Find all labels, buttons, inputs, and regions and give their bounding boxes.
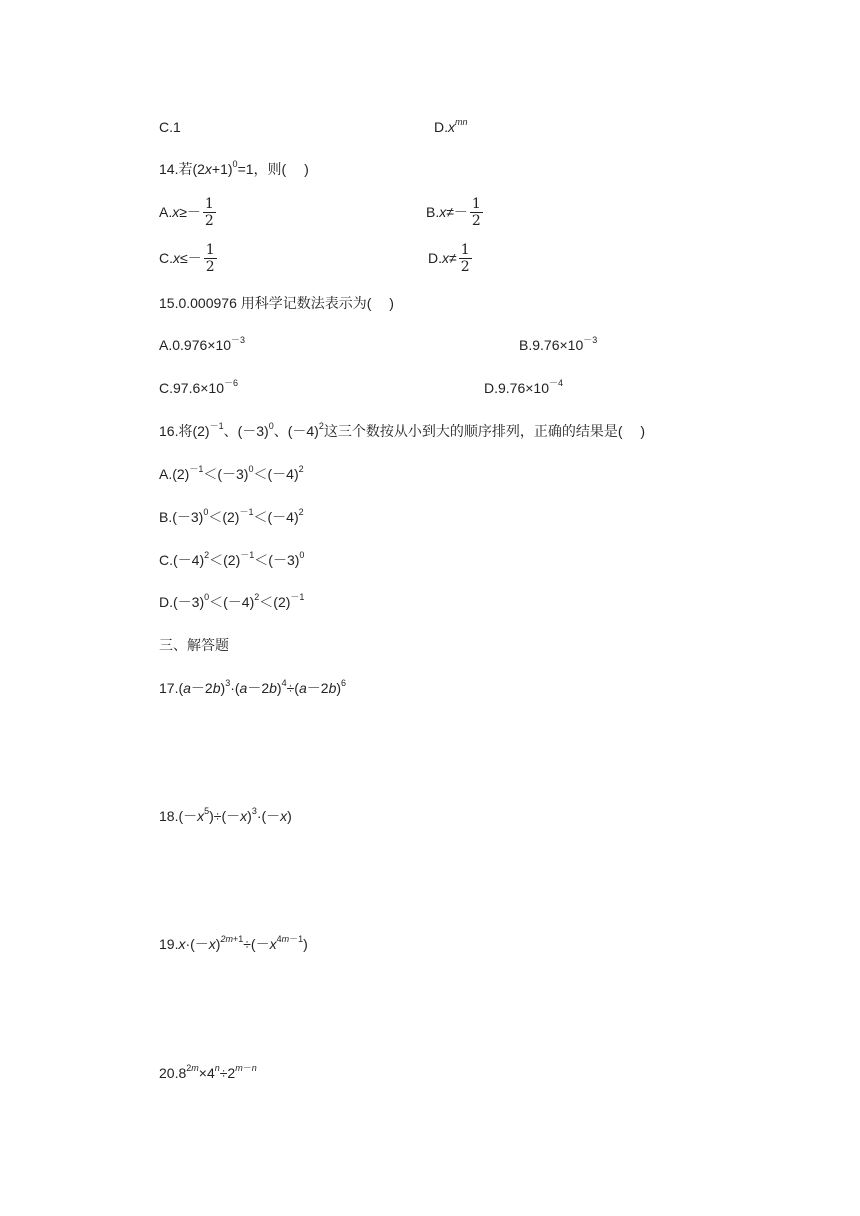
q17-part: ·( — [230, 680, 240, 696]
q19-var: x — [208, 936, 216, 952]
q14-option-d-rel: ≠ — [449, 250, 457, 266]
q20-exp2: n — [214, 1063, 220, 1074]
q20-exp1 — [186, 1063, 199, 1073]
fraction-denominator: 2 — [471, 212, 481, 229]
q16-option-d-e3: －1 — [290, 592, 305, 603]
q17-var: a — [183, 680, 191, 696]
q16-stem-4: 这三个数按从小到大的顺序排列，正确的结果是( ) — [323, 423, 646, 439]
q19-exp-rest: －1 — [289, 934, 304, 945]
q16-stem-2: 、(－3) — [223, 423, 269, 439]
q14-option-b-fraction — [470, 196, 483, 229]
q18-part: 18.(－ — [159, 808, 198, 824]
q19-part: ) — [303, 936, 308, 952]
q18-part: ) — [287, 808, 292, 824]
q19-var: x — [269, 936, 277, 952]
q19-part: ÷(－ — [243, 936, 270, 952]
q14-option-c-rel: ≤－ — [180, 250, 202, 266]
q19-exp-rest: +1 — [232, 934, 244, 945]
q14-option-b-prefix: B. — [426, 204, 440, 220]
q20-exp-var: m — [235, 1063, 243, 1074]
q15-option-b — [519, 336, 597, 354]
q14-option-d-var: x — [442, 250, 449, 266]
q15-option-d-text: D.9.76×10 — [484, 380, 549, 396]
q16-option-c — [159, 551, 304, 569]
q16-stem-exp2: 0 — [268, 421, 274, 432]
q16-option-d — [159, 593, 304, 611]
q15-option-d-exp: －4 — [549, 378, 564, 389]
q16-option-a-p3: ＜(－4) — [253, 466, 299, 482]
q16-option-a-e3: 2 — [298, 464, 304, 475]
q15-stem — [159, 294, 394, 312]
q15-option-c — [159, 379, 238, 397]
q17-part: ) — [276, 680, 282, 696]
q16-option-b-e1: 0 — [203, 507, 209, 518]
q18-part: ) — [247, 808, 252, 824]
q18-expression — [159, 807, 292, 825]
q14-option-c-var: x — [173, 250, 180, 266]
fraction-numerator: 1 — [460, 241, 470, 258]
q16-option-c-e3: 0 — [299, 550, 305, 561]
q16-option-c-p3: ＜(－3) — [254, 552, 300, 568]
q17-part: －2 — [190, 680, 213, 696]
q15-stem-text: 15.0.000976 用科学记数法表示为( ) — [159, 295, 394, 311]
fraction-numerator: 1 — [471, 195, 481, 212]
q20-exp-var: m — [191, 1063, 199, 1074]
q16-stem-exp1: －1 — [209, 421, 224, 432]
q16-option-c-p1: C.(－4) — [159, 552, 205, 568]
q14-stem-c: =1，则( ) — [237, 161, 309, 177]
q17-var: a — [298, 680, 307, 696]
q13-option-d-prefix: D. — [434, 119, 448, 135]
q16-option-b-p1: B.(－3) — [159, 509, 204, 525]
q20-exp-var2: n — [251, 1063, 257, 1074]
q14-stem-a: 14.若(2 — [159, 161, 205, 177]
q14-option-c — [159, 238, 219, 278]
q19-part: ) — [215, 936, 221, 952]
q17-exp: 6 — [341, 678, 347, 689]
q14-stem — [159, 160, 309, 178]
q15-option-d — [484, 379, 563, 397]
q14-option-a-rel: ≥－ — [179, 204, 201, 220]
q16-option-b-e3: 2 — [298, 507, 304, 518]
q13-option-d — [434, 118, 468, 136]
q19-part: ·(－ — [185, 936, 209, 952]
q15-option-c-exp: －6 — [224, 378, 239, 389]
q15-option-a — [159, 336, 245, 354]
fraction-denominator: 2 — [460, 258, 470, 275]
q16-option-c-e1: 2 — [204, 550, 210, 561]
q14-option-a-var: x — [172, 204, 180, 220]
q18-exp: 3 — [251, 806, 257, 817]
q17-exp: 3 — [225, 678, 231, 689]
section-heading-text: 三、解答题 — [159, 637, 229, 653]
fraction-denominator: 2 — [205, 258, 215, 275]
q14-stem-exp: 0 — [232, 159, 238, 170]
q13-option-d-var: x — [448, 119, 455, 135]
q16-option-d-p3: ＜(2) — [259, 594, 291, 610]
q20-exp3 — [235, 1063, 257, 1073]
q14-stem-b: +1) — [211, 161, 233, 177]
q14-option-a — [159, 192, 218, 232]
q17-exp: 4 — [281, 678, 287, 689]
q14-option-b-rel: ≠－ — [446, 204, 468, 220]
q20-part: ×4 — [198, 1065, 215, 1081]
q20-exp-mid: － — [242, 1063, 252, 1074]
fraction-numerator: 1 — [204, 195, 214, 212]
q17-part: ) — [336, 680, 342, 696]
q16-option-d-e1: 0 — [204, 592, 210, 603]
fraction-denominator: 2 — [204, 212, 214, 229]
q16-option-c-e2: －1 — [240, 550, 255, 561]
q17-expression — [159, 679, 346, 697]
q19-exp1 — [220, 934, 243, 944]
q13-option-c — [159, 118, 181, 136]
q16-option-d-e2: 2 — [254, 592, 260, 603]
q16-option-a-p2: ＜(－3) — [203, 466, 249, 482]
q17-var: b — [269, 680, 277, 696]
q17-part: －2 — [306, 680, 329, 696]
q15-option-b-text: B.9.76×10 — [519, 337, 584, 353]
q17-var: a — [239, 680, 248, 696]
q18-var: x — [280, 808, 288, 824]
q14-option-a-prefix: A. — [159, 204, 173, 220]
q14-option-d — [428, 238, 474, 278]
q18-var: x — [240, 808, 248, 824]
q19-exp-a: 4 — [276, 934, 282, 945]
q16-option-a-e1: －1 — [189, 464, 204, 475]
q16-option-a-p1: A.(2) — [159, 466, 190, 482]
q15-option-a-exp: －3 — [231, 335, 246, 346]
q18-part: )÷(－ — [209, 808, 241, 824]
q19-exp-var: 2m — [220, 934, 233, 945]
q16-option-d-p2: ＜(－4) — [209, 594, 255, 610]
q15-option-a-text: A.0.976×10 — [159, 337, 232, 353]
q14-option-d-fraction — [459, 242, 472, 275]
q16-stem-exp3: 2 — [318, 421, 324, 432]
q17-part: 17.( — [159, 680, 184, 696]
q18-part: ·(－ — [256, 808, 281, 824]
fraction-numerator: 1 — [205, 241, 215, 258]
q16-option-b-e2: －1 — [239, 507, 254, 518]
q19-expression — [159, 935, 308, 953]
q16-option-d-p1: D.(－3) — [159, 594, 205, 610]
q19-exp2 — [277, 934, 304, 944]
q14-option-d-prefix: D. — [428, 250, 442, 266]
q14-option-b-var: x — [439, 204, 447, 220]
q17-var: b — [328, 680, 337, 696]
q14-option-a-fraction — [203, 196, 216, 229]
q16-stem — [159, 422, 645, 440]
q16-stem-1: 16.将(2) — [159, 423, 210, 439]
q19-var: x — [178, 936, 186, 952]
q14-option-c-prefix: C. — [159, 250, 173, 266]
q17-part: ) — [220, 680, 226, 696]
q19-part: 19. — [159, 936, 179, 952]
q15-option-b-exp: －3 — [583, 335, 598, 346]
q17-part: －2 — [247, 680, 270, 696]
q18-exp: 5 — [204, 806, 210, 817]
q20-part: 20.8 — [159, 1065, 187, 1081]
q19-exp-var: m — [281, 934, 290, 945]
q20-exp-a: 2 — [186, 1063, 192, 1074]
q16-stem-3: 、(－4) — [273, 423, 319, 439]
q14-stem-var: x — [204, 161, 212, 177]
q15-option-c-text: C.97.6×10 — [159, 380, 224, 396]
q16-option-a-e2: 0 — [248, 464, 254, 475]
q16-option-b-p2: ＜(2) — [208, 509, 240, 525]
q17-var: b — [212, 680, 221, 696]
q17-part: ÷( — [286, 680, 299, 696]
q18-var: x — [197, 808, 205, 824]
q13-option-c-text: C.1 — [159, 119, 181, 135]
q13-option-d-exp: mn — [455, 117, 468, 128]
q20-expression — [159, 1064, 257, 1082]
q16-option-a — [159, 465, 304, 483]
section-heading — [159, 636, 229, 654]
q16-option-b-p3: ＜(－4) — [253, 509, 299, 525]
q14-option-c-fraction — [204, 242, 217, 275]
q16-option-c-p2: ＜(2) — [209, 552, 241, 568]
q16-option-b — [159, 508, 304, 526]
q14-option-b — [426, 192, 485, 232]
q20-part: ÷2 — [219, 1065, 236, 1081]
